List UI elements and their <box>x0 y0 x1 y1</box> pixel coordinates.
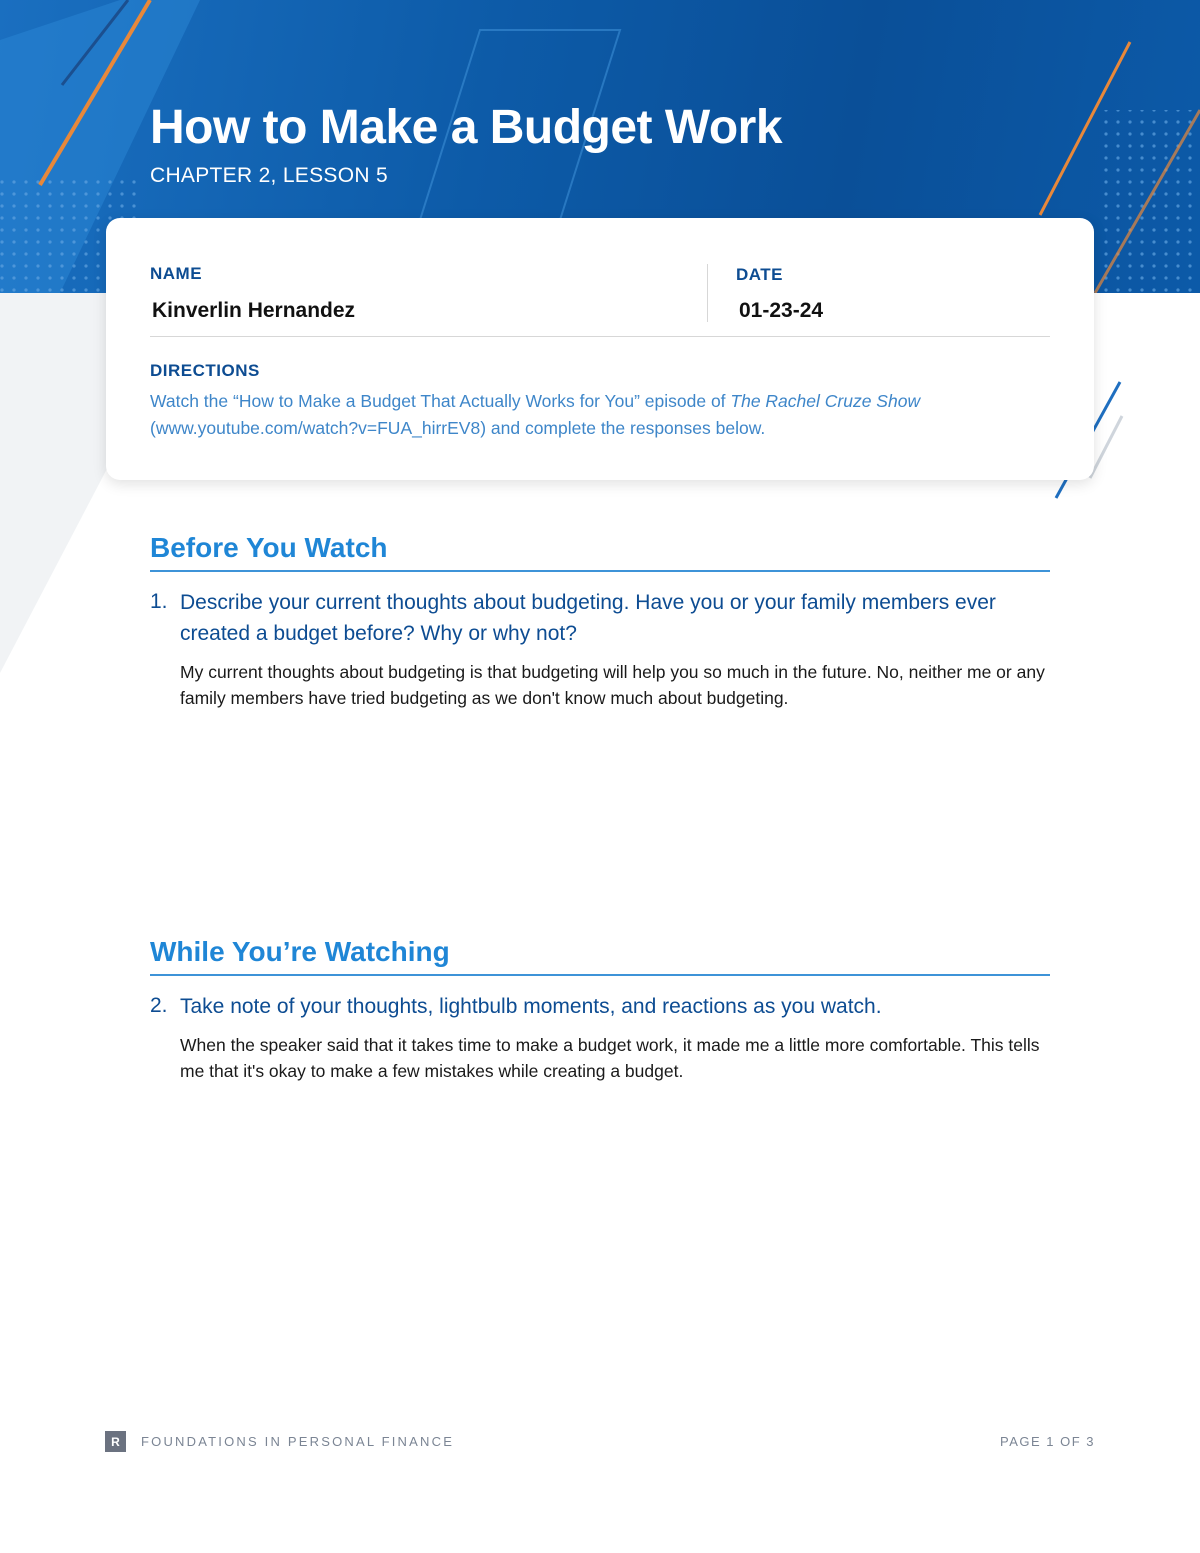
section-heading-while: While You’re Watching <box>150 936 450 967</box>
section-rule <box>150 974 1050 976</box>
ramsey-logo-icon: R <box>105 1431 126 1452</box>
date-field[interactable]: 01-23-24 <box>739 299 824 322</box>
card-divider <box>150 336 1050 337</box>
show-title: The Rachel Cruze Show <box>730 391 921 411</box>
question-text: Describe your current thoughts about budgeting. Have you or your family members ever created a budget before? Why or why not? <box>180 591 996 645</box>
directions-text-start: Watch the “How to Make a Budget That Actually Works for You” episode of <box>150 391 731 411</box>
side-decoration <box>0 293 110 693</box>
lesson-subtitle: CHAPTER 2, LESSON 5 <box>150 164 388 187</box>
answer-field[interactable]: When the speaker said that it takes time to make a budget work, it made me a little more comfortable. This tells me that it's okay to make a few mistakes while creating a budget. <box>180 1035 1040 1081</box>
question-number: 1. <box>150 590 168 613</box>
field-divider <box>707 264 708 322</box>
question-text: Take note of your thoughts, lightbulb moments, and reactions as you watch. <box>180 995 882 1018</box>
footer-course-name: FOUNDATIONS IN PERSONAL FINANCE <box>141 1434 455 1449</box>
name-label: NAME <box>150 264 203 283</box>
date-label: DATE <box>736 265 784 284</box>
name-field[interactable]: Kinverlin Hernandez <box>152 299 356 322</box>
answer-field[interactable]: My current thoughts about budgeting is that budgeting will help you so much in the future. No, neither me or any family members have tried budgeting as we don't know much about budgeting. <box>180 662 1045 708</box>
page-number: PAGE 1 OF 3 <box>999 1434 1095 1449</box>
section-rule <box>150 570 1050 572</box>
student-info-card <box>106 218 1094 480</box>
directions-label: DIRECTIONS <box>150 361 260 380</box>
directions-text <box>150 388 1050 442</box>
page-title: How to Make a Budget Work <box>150 101 783 154</box>
directions-text-end: (www.youtube.com/watch?v=FUA_hirrEV8) and complete the responses below. <box>150 418 766 438</box>
section-heading-before: Before You Watch <box>150 532 388 563</box>
question-number: 2. <box>150 994 168 1017</box>
